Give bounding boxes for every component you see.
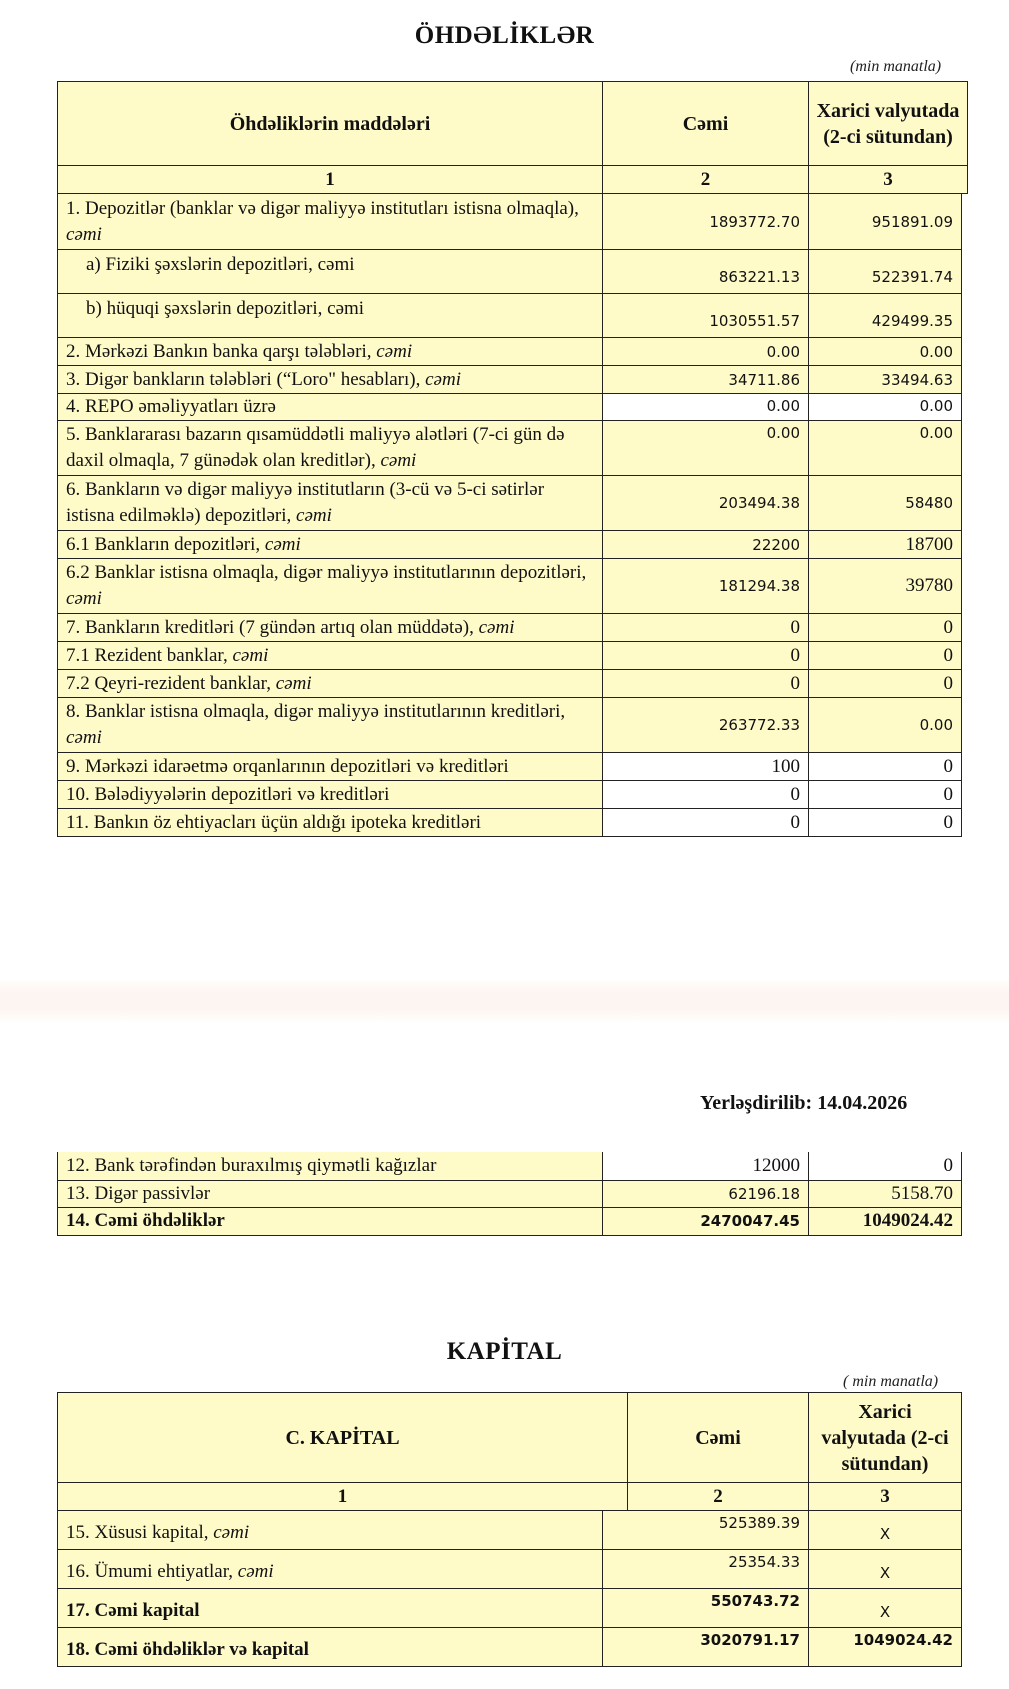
row-total: 0.00 bbox=[603, 421, 809, 476]
row-label: 8. Banklar istisna olmaqla, digər maliyyə institutlarının kreditləri, bbox=[66, 701, 566, 722]
row-label: a) Fiziki şəxslərin depozitləri, cəmi bbox=[86, 254, 355, 275]
capital-unit-note: ( min manatla) bbox=[843, 1373, 939, 1390]
row-foreign: 0 bbox=[809, 809, 962, 837]
table-row bbox=[58, 194, 962, 250]
table-row bbox=[58, 698, 962, 753]
table-row-total bbox=[58, 1589, 962, 1628]
table-row bbox=[58, 1180, 962, 1207]
row-label: 17. Cəmi kapital bbox=[66, 1600, 200, 1621]
table-row bbox=[58, 809, 962, 837]
table-row bbox=[58, 559, 962, 614]
row-foreign: X bbox=[809, 1511, 962, 1550]
row-label: 7. Bankların kreditləri (7 gündən artıq olan müddətə), bbox=[66, 616, 479, 638]
capital-table bbox=[57, 1510, 962, 1667]
row-foreign: 0 bbox=[809, 1152, 962, 1180]
table-row bbox=[58, 531, 962, 559]
row-label: 4. REPO əməliyyatları üzrə bbox=[66, 396, 276, 417]
row-total: 0 bbox=[603, 642, 809, 670]
liabilities-table bbox=[57, 193, 962, 837]
table-row bbox=[58, 294, 962, 338]
table-row bbox=[58, 366, 962, 394]
row-label: 6. Bankların və digər maliyyə institutların (3-cü və 5-ci sətirlər istisna edilməklə) depozitləri, bbox=[66, 479, 545, 526]
row-total: 3020791.17 bbox=[603, 1628, 809, 1667]
table-row bbox=[58, 1511, 962, 1550]
row-total: 181294.38 bbox=[603, 559, 809, 614]
row-label: 12. Bank tərəfindən buraxılmış qiymətli kağızlar bbox=[58, 1152, 603, 1180]
row-total: 863221.13 bbox=[603, 250, 809, 294]
row-label: 10. Bələdiyyələrin depozitləri və kreditləri bbox=[66, 783, 390, 805]
table-row bbox=[58, 250, 962, 294]
row-total: 263772.33 bbox=[603, 698, 809, 753]
row-total: 0.00 bbox=[603, 338, 809, 366]
table-row bbox=[58, 614, 962, 642]
col-number-2: 2 bbox=[628, 1483, 809, 1511]
row-foreign: 0.00 bbox=[809, 421, 962, 476]
table-row bbox=[58, 753, 962, 781]
header-total: Cəmi bbox=[628, 1393, 809, 1483]
row-total: 100 bbox=[603, 753, 809, 781]
header-items: Öhdəliklərin maddələri bbox=[58, 82, 603, 166]
row-foreign: 522391.74 bbox=[809, 250, 962, 294]
col-number-3: 3 bbox=[809, 166, 968, 194]
row-foreign: 0 bbox=[809, 753, 962, 781]
row-label: 5. Banklararası bazarın qısamüddətli maliyyə alətləri (7-ci gün də daxil olmaqla, 7 günədək olan kreditlər), bbox=[66, 424, 565, 471]
row-label: 18. Cəmi öhdəliklər və kapital bbox=[66, 1639, 309, 1660]
row-label-suffix: cəmi bbox=[232, 644, 269, 666]
row-label: 2. Mərkəzi Bankın banka qarşı tələbləri, bbox=[66, 340, 377, 362]
liabilities-header-table bbox=[57, 81, 968, 194]
row-total: 0 bbox=[603, 781, 809, 809]
table-row bbox=[58, 1550, 962, 1589]
liabilities-title: ÖHDƏLİKLƏR bbox=[414, 22, 595, 49]
row-label: b) hüquqi şəxslərin depozitləri, cəmi bbox=[86, 298, 365, 319]
row-label: 6.2 Banklar istisna olmaqla, digər maliyyə institutlarının depozitləri, bbox=[66, 562, 587, 583]
table-row bbox=[58, 338, 962, 366]
liabilities-table-continued bbox=[57, 1152, 962, 1236]
row-total: 22200 bbox=[603, 531, 809, 559]
col-number-2: 2 bbox=[603, 166, 809, 194]
capital-title: KAPİTAL bbox=[446, 1338, 563, 1365]
col-number-1: 1 bbox=[58, 166, 603, 194]
row-total: 0.00 bbox=[603, 394, 809, 421]
row-total: 34711.86 bbox=[603, 366, 809, 394]
row-foreign: 33494.63 bbox=[809, 366, 962, 394]
row-label: 13. Digər passivlər bbox=[58, 1180, 603, 1207]
header-foreign: Xarici valyutada (2-ci sütundan) bbox=[809, 1393, 962, 1483]
row-label: 11. Bankın öz ehtiyacları üçün aldığı ipoteka kreditləri bbox=[66, 811, 482, 833]
liabilities-unit-note: (min manatla) bbox=[850, 58, 942, 75]
header-capital: C. KAPİTAL bbox=[58, 1393, 628, 1483]
row-total: 203494.38 bbox=[603, 476, 809, 531]
table-row bbox=[58, 476, 962, 531]
header-foreign: Xarici valyutada (2-ci sütundan) bbox=[809, 82, 968, 166]
row-label-suffix: cəmi bbox=[478, 616, 515, 638]
row-label-suffix: cəmi bbox=[380, 450, 417, 471]
row-foreign: 0 bbox=[809, 614, 962, 642]
col-number-1: 1 bbox=[58, 1483, 628, 1511]
row-total: 525389.39 bbox=[603, 1511, 809, 1550]
row-total: 0 bbox=[603, 809, 809, 837]
row-label: 7.1 Rezident banklar, bbox=[66, 644, 233, 666]
row-foreign: 0 bbox=[809, 781, 962, 809]
row-total: 550743.72 bbox=[603, 1589, 809, 1628]
row-label: 1. Depozitlər (banklar və digər maliyyə institutları istisna olmaqla), bbox=[66, 197, 579, 219]
row-label: 14. Cəmi öhdəliklər bbox=[58, 1207, 603, 1235]
row-foreign: 0.00 bbox=[809, 394, 962, 421]
row-label-suffix: cəmi bbox=[66, 588, 102, 609]
row-total: 0 bbox=[603, 614, 809, 642]
capital-header-table bbox=[57, 1392, 962, 1511]
row-label-suffix: cəmi bbox=[425, 368, 461, 390]
row-label: 3. Digər bankların tələbləri (“Loro" hesabları), bbox=[66, 368, 426, 390]
row-foreign: X bbox=[809, 1589, 962, 1628]
page-break-band bbox=[0, 980, 1009, 1022]
row-foreign: 951891.09 bbox=[809, 194, 962, 250]
row-foreign: 0.00 bbox=[809, 338, 962, 366]
row-foreign: 429499.35 bbox=[809, 294, 962, 338]
row-foreign: 39780 bbox=[809, 559, 962, 614]
row-label-suffix: cəmi bbox=[376, 340, 413, 362]
row-foreign: 0 bbox=[809, 642, 962, 670]
row-label-suffix: cəmi bbox=[66, 727, 102, 748]
table-row-total bbox=[58, 1628, 962, 1667]
col-number-3: 3 bbox=[809, 1483, 962, 1511]
table-row-total bbox=[58, 1207, 962, 1235]
row-foreign: 5158.70 bbox=[809, 1180, 962, 1207]
row-total: 62196.18 bbox=[603, 1180, 809, 1207]
table-row bbox=[58, 642, 962, 670]
row-total: 25354.33 bbox=[603, 1550, 809, 1589]
table-row bbox=[58, 394, 962, 421]
row-label-suffix: cəmi bbox=[213, 1522, 250, 1543]
row-foreign: 1049024.42 bbox=[809, 1628, 962, 1667]
row-label-suffix: cəmi bbox=[296, 505, 332, 526]
row-foreign: 58480 bbox=[809, 476, 962, 531]
row-label: 6.1 Bankların depozitləri, bbox=[66, 533, 265, 555]
row-total: 1893772.70 bbox=[603, 194, 809, 250]
row-foreign: 18700 bbox=[809, 531, 962, 559]
row-foreign: 1049024.42 bbox=[809, 1207, 962, 1235]
placement-date: Yerləşdirilib: 14.04.2026 bbox=[700, 1092, 908, 1114]
row-total: 12000 bbox=[603, 1152, 809, 1180]
row-label: 15. Xüsusi kapital, bbox=[66, 1522, 214, 1543]
row-label: 16. Ümumi ehtiyatlar, bbox=[66, 1561, 238, 1582]
row-total: 2470047.45 bbox=[603, 1207, 809, 1235]
table-row bbox=[58, 670, 962, 698]
table-row bbox=[58, 1152, 962, 1180]
row-total: 0 bbox=[603, 670, 809, 698]
row-foreign: 0 bbox=[809, 670, 962, 698]
row-label-suffix: cəmi bbox=[237, 1561, 274, 1582]
row-foreign: 0.00 bbox=[809, 698, 962, 753]
row-label: 7.2 Qeyri-rezident banklar, bbox=[66, 672, 276, 694]
row-label-suffix: cəmi bbox=[275, 672, 312, 694]
row-label-suffix: cəmi bbox=[66, 223, 102, 245]
row-label-suffix: cəmi bbox=[264, 533, 301, 555]
table-row bbox=[58, 781, 962, 809]
row-foreign: X bbox=[809, 1550, 962, 1589]
row-label: 9. Mərkəzi idarəetmə orqanlarının depozitləri və kreditləri bbox=[66, 755, 509, 777]
header-total: Cəmi bbox=[603, 82, 809, 166]
row-total: 1030551.57 bbox=[603, 294, 809, 338]
table-row bbox=[58, 421, 962, 476]
